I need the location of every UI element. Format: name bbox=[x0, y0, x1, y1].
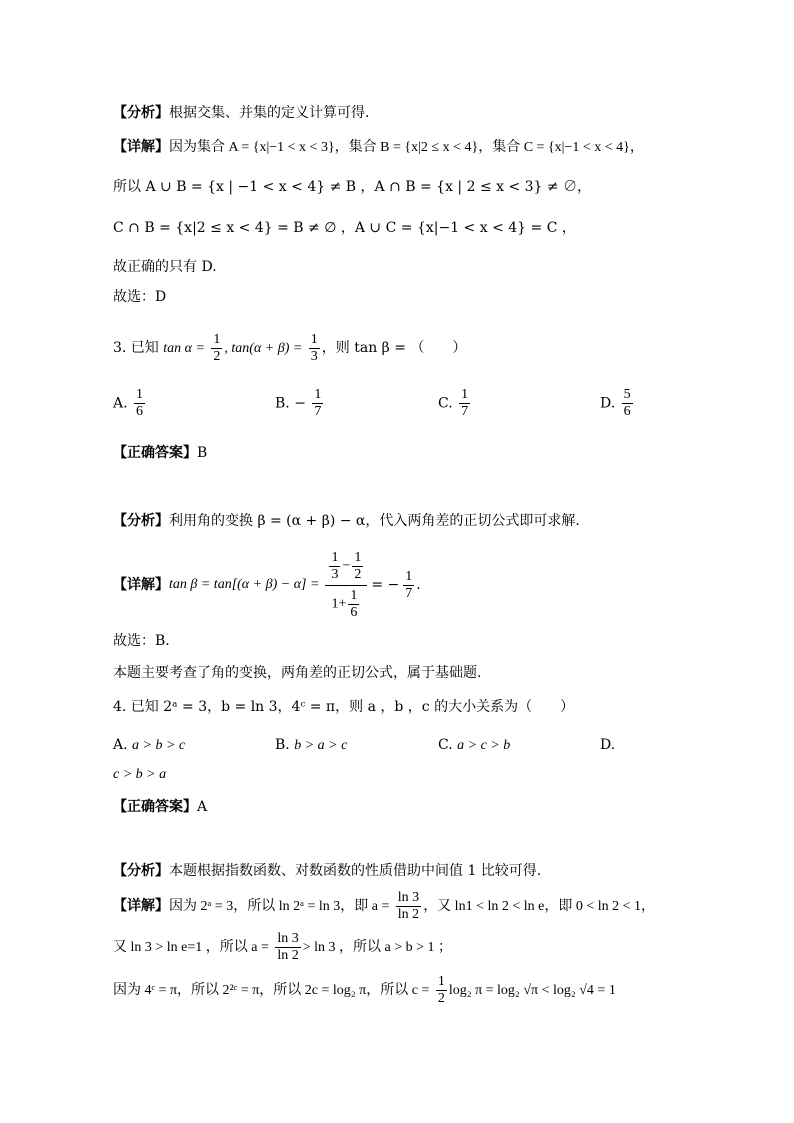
denominator: 6 bbox=[623, 404, 631, 419]
option-label: A. bbox=[113, 395, 128, 412]
option-label: A. bbox=[113, 737, 128, 753]
q4-stem: 4. 已知 2ᵃ = 3，b = ln 3，4ᶜ = π，则 a ，b ，c 的大小关系为（ ） bbox=[113, 699, 575, 715]
detail-text-b: ，又 ln1 < ln 2 < ln e，即 0 < ln 2 < 1， bbox=[423, 899, 656, 914]
numerator: 1 bbox=[331, 549, 339, 565]
detail-tag: 【详解】 bbox=[113, 898, 169, 914]
denominator: 7 bbox=[405, 585, 413, 601]
denominator: 2 bbox=[213, 348, 221, 364]
numerator: 1 bbox=[350, 587, 358, 603]
option-label: C. bbox=[438, 737, 453, 753]
numerator: 1 bbox=[314, 387, 322, 402]
half-fraction bbox=[436, 974, 447, 1007]
detail-text: 因为集合 A = {x|−1 < x < 3}，集合 B = {x|2 ≤ x < 4}，集合 C = {x|−1 < x < 4}， bbox=[169, 140, 644, 155]
analysis-text: 利用角的变换 β = (α + β) − α，代入两角差的正切公式即可求解. bbox=[169, 513, 580, 529]
q4-option-c bbox=[438, 735, 510, 756]
detail-compound-fraction bbox=[325, 550, 367, 621]
q3-comment: 本题主要考查了角的变换，两角差的正切公式，属于基础题. bbox=[113, 665, 482, 681]
numerator: 1 bbox=[437, 973, 445, 989]
detail-lhs: tan β = tan[(α + β) − α] = bbox=[169, 577, 320, 592]
q2-detail-line1 bbox=[113, 137, 644, 158]
answer-value: A bbox=[197, 799, 208, 815]
compound-denominator bbox=[325, 586, 367, 621]
ln-fraction bbox=[275, 931, 300, 964]
q4-analysis bbox=[113, 861, 541, 881]
numerator: 1 bbox=[310, 331, 318, 347]
q4-option-a bbox=[113, 735, 185, 756]
q2-detail-line4: 故正确的只有 D. bbox=[113, 259, 217, 275]
option-fraction bbox=[459, 387, 470, 420]
detail-text-b: log₂ π = log₂ √π < log₂ √4 = 1 bbox=[448, 983, 616, 998]
analysis-tag: 【分析】 bbox=[113, 513, 169, 529]
option-sign: − bbox=[294, 395, 306, 412]
denominator: 2 bbox=[354, 566, 362, 582]
q4-option-d-wrap: c > b > a bbox=[113, 767, 167, 782]
stem-fraction-2 bbox=[309, 332, 320, 365]
minus-sign: − bbox=[342, 558, 351, 574]
option-fraction bbox=[622, 387, 633, 420]
denominator: 6 bbox=[136, 404, 144, 419]
denominator: 7 bbox=[314, 404, 322, 419]
answer-value: B bbox=[197, 445, 208, 461]
q4-detail-line3 bbox=[113, 970, 616, 1011]
q2-choose: 故选：D bbox=[113, 289, 167, 305]
one-plus: 1+ bbox=[331, 596, 347, 612]
numerator: 5 bbox=[623, 387, 631, 402]
option-text: a > b > c bbox=[132, 738, 186, 753]
analysis-tag: 【分析】 bbox=[113, 863, 169, 879]
q3-option-c bbox=[438, 387, 472, 420]
detail-text-a: 又 ln 3 > ln e=1 ，所以 a = bbox=[113, 940, 269, 955]
period: . bbox=[416, 577, 421, 593]
answer-tag: 【正确答案】 bbox=[113, 445, 197, 461]
small-fraction bbox=[352, 550, 363, 583]
q3-option-d bbox=[600, 387, 635, 420]
q3-stem bbox=[113, 330, 466, 367]
stem-suffix: ，则 tan β = （ ） bbox=[321, 340, 467, 356]
stem-tan-alpha: tan α = bbox=[163, 341, 205, 356]
equals-minus: = − bbox=[371, 577, 400, 593]
option-label: B. bbox=[275, 395, 290, 412]
q4-option-b bbox=[275, 735, 347, 756]
numerator: 1 bbox=[354, 549, 362, 565]
numerator: 1 bbox=[136, 387, 144, 402]
detail-text-a: 因为 4ᶜ = π，所以 2²ᶜ = π，所以 2c = log₂ π，所以 c = bbox=[113, 983, 430, 998]
numerator: 1 bbox=[213, 331, 221, 347]
q2-detail-line3: C ∩ B = {x|2 ≤ x < 4} = B ≠ ∅ ，A ∪ C = {x|−1 < x < 4} = C ， bbox=[113, 220, 576, 236]
detail-tag: 【详解】 bbox=[113, 577, 169, 593]
stem-prefix: 3. 已知 bbox=[113, 340, 159, 356]
denominator: 7 bbox=[461, 404, 469, 419]
denominator: 3 bbox=[310, 348, 318, 364]
analysis-text: 本题根据指数函数、对数函数的性质借助中间值 1 比较可得. bbox=[169, 863, 542, 879]
q3-answer bbox=[113, 443, 207, 463]
q3-option-b bbox=[275, 387, 325, 420]
small-fraction bbox=[348, 588, 359, 621]
compound-numerator bbox=[325, 550, 367, 586]
option-text: b > a > c bbox=[294, 738, 348, 753]
option-label: B. bbox=[275, 737, 290, 753]
numerator: ln 3 bbox=[277, 930, 299, 946]
denominator: ln 2 bbox=[397, 906, 420, 922]
q4-option-d bbox=[600, 735, 615, 756]
q3-option-a bbox=[113, 387, 147, 420]
q3-choose: 故选：B. bbox=[113, 633, 170, 649]
q4-detail-line1 bbox=[113, 886, 655, 927]
q2-analysis bbox=[113, 103, 369, 123]
q4-detail-line2 bbox=[113, 927, 452, 968]
numerator: ln 3 bbox=[397, 889, 420, 905]
option-text: a > c > b bbox=[457, 738, 511, 753]
stem-mid: , tan(α + β) = bbox=[224, 341, 303, 356]
numerator: 1 bbox=[405, 568, 413, 584]
analysis-tag: 【分析】 bbox=[113, 105, 169, 121]
q4-answer bbox=[113, 797, 207, 817]
denominator: 6 bbox=[350, 604, 358, 620]
q3-detail bbox=[113, 545, 421, 625]
stem-fraction-1 bbox=[211, 332, 222, 365]
small-fraction bbox=[329, 550, 340, 583]
option-label: D. bbox=[600, 737, 616, 753]
denominator: 2 bbox=[437, 990, 445, 1006]
q3-analysis bbox=[113, 511, 580, 531]
detail-tag: 【详解】 bbox=[113, 139, 169, 155]
detail-text-b: > ln 3 ，所以 a > b > 1 ； bbox=[302, 940, 453, 955]
denominator: ln 2 bbox=[277, 947, 299, 963]
option-label: C. bbox=[438, 395, 453, 412]
answer-tag: 【正确答案】 bbox=[113, 799, 197, 815]
ln-fraction bbox=[396, 890, 421, 923]
detail-text-a: 因为 2ᵃ = 3，所以 ln 2ᵃ = ln 3，即 a = bbox=[169, 899, 390, 914]
numerator: 1 bbox=[461, 387, 469, 402]
option-label: D. bbox=[600, 395, 616, 412]
result-fraction bbox=[403, 569, 414, 602]
q2-detail-line2: 所以 A ∪ B = {x | −1 < x < 4} ≠ B ，A ∩ B = {x | 2 ≤ x < 3} ≠ ∅， bbox=[113, 179, 592, 195]
option-fraction bbox=[312, 387, 323, 420]
analysis-text: 根据交集、并集的定义计算可得. bbox=[169, 105, 370, 121]
denominator: 3 bbox=[331, 566, 339, 582]
option-fraction bbox=[134, 387, 145, 420]
